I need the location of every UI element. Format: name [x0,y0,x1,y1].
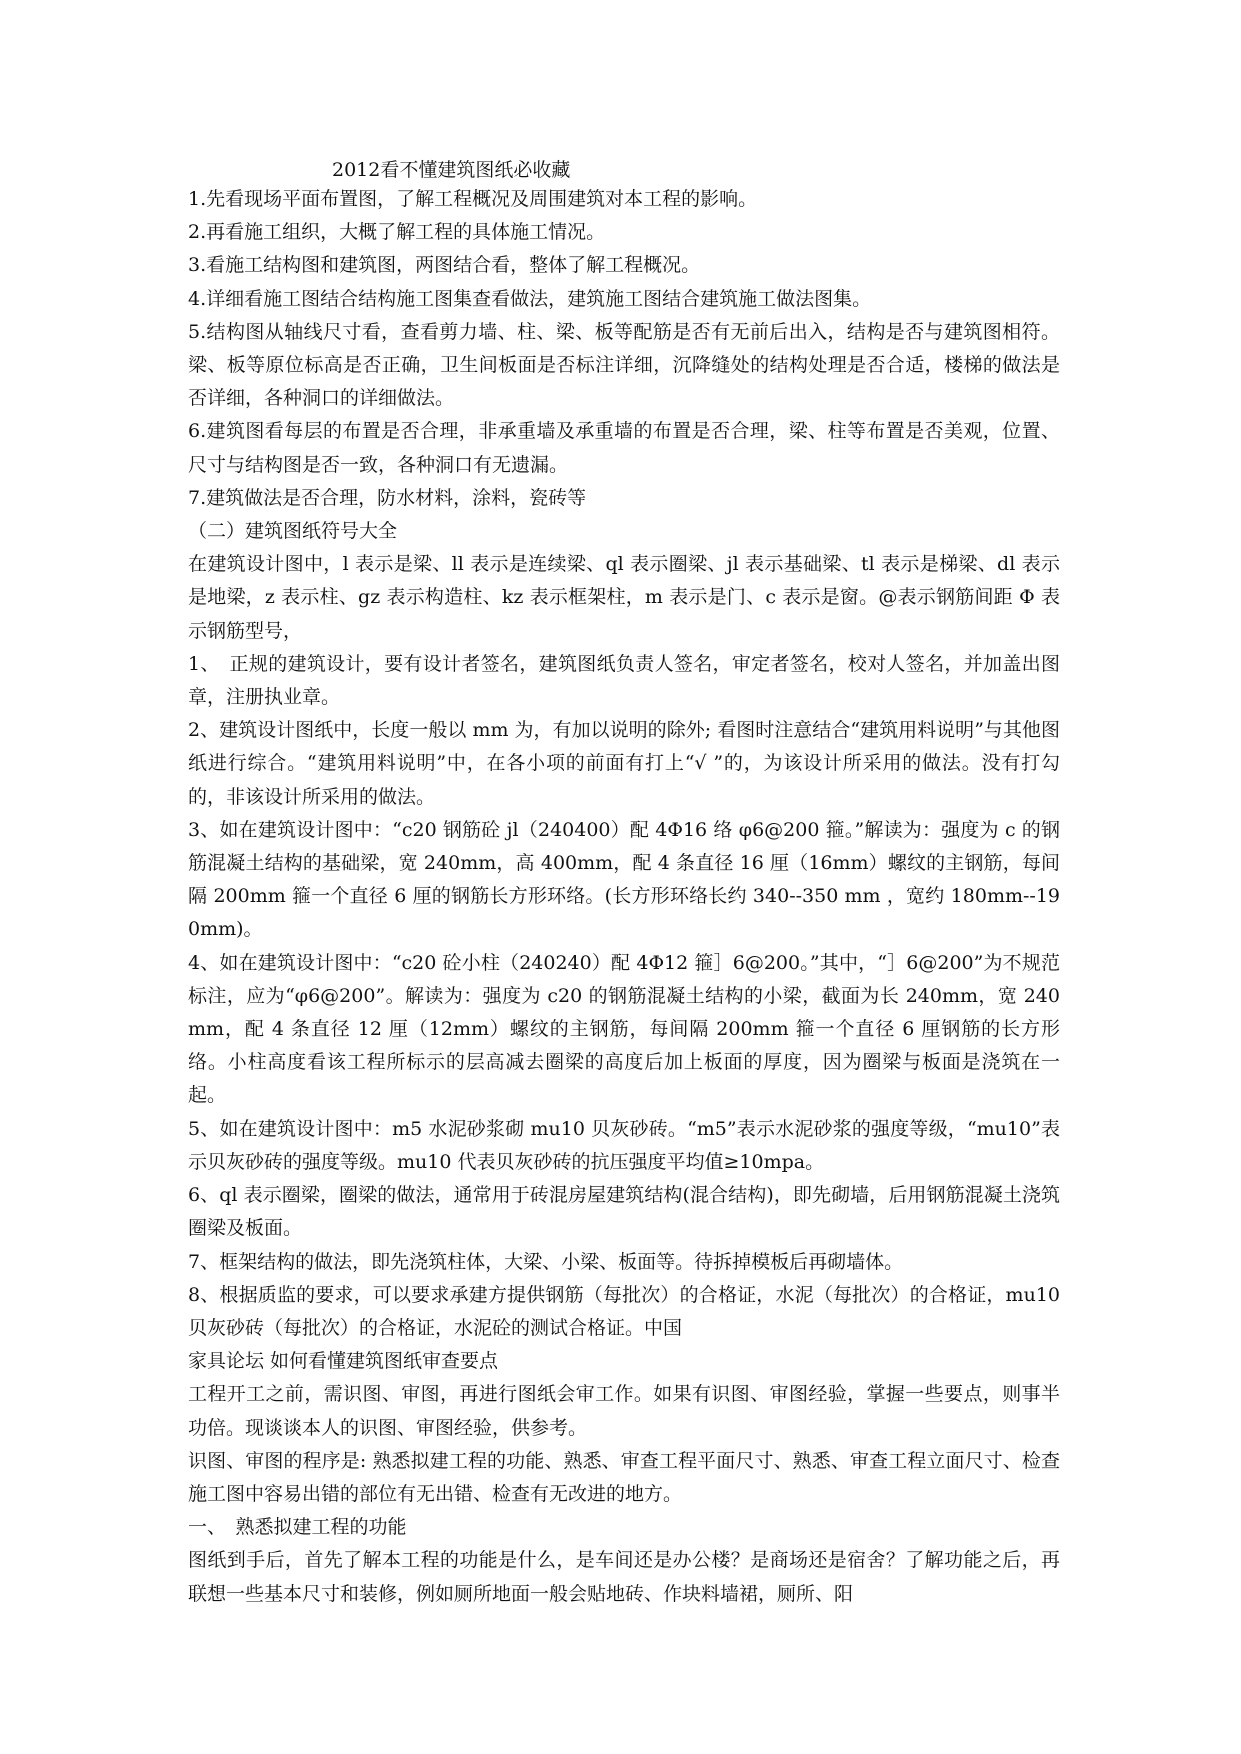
document-title: 2012看不懂建筑图纸必收藏 [332,159,571,181]
paragraph-review-intro: 工程开工之前，需识图、审图，再进行图纸会审工作。如果有识图、审图经验，掌握一些要点，则事半功倍。现谈谈本人的识图、审图经验，供参考。 [188,1383,1060,1439]
numbered-item-5: 5、如在建筑设计图中：m5 水泥砂浆砌 mu10 贝灰砂砖。“m5”表示水泥砂浆的强度等级，“mu10”表示贝灰砂砖的强度等级。mu10 代表贝灰砂砖的抗压强度平均值≥10mpa。 [188,1117,1060,1173]
section-heading-review: 家具论坛 如何看懂建筑图纸审查要点 [188,1350,499,1373]
paragraph-6: 6.建筑图看每层的布置是否合理，非承重墙及承重墙的布置是否合理，梁、柱等布置是否美观，位置、尺寸与结构图是否一致，各种洞口有无遗漏。 [188,420,1060,476]
paragraph-4: 4.详细看施工图结合结构施工图集查看做法，建筑施工图结合建筑施工做法图集。 [188,287,872,310]
numbered-item-8: 8、根据质监的要求，可以要求承建方提供钢筋（每批次）的合格证，水泥（每批次）的合格证，mu10 贝灰砂砖（每批次）的合格证，水泥砼的测试合格证。中国 [188,1283,1060,1339]
section-heading-symbols: （二）建筑图纸符号大全 [188,520,398,543]
document-body [188,183,1060,1611]
numbered-item-7: 7、框架结构的做法，即先浇筑柱体，大梁、小梁、板面等。待拆掉模板后再砌墙体。 [188,1250,904,1273]
paragraph-function: 图纸到手后，首先了解本工程的功能是什么，是车间还是办公楼？是商场还是宿舍？了解功能之后，再联想一些基本尺寸和装修，例如厕所地面一般会贴地砖、作块料墙裙，厕所、阳 [188,1549,1060,1605]
numbered-item-2: 2、建筑设计图纸中，长度一般以 mm 为，有加以说明的除外; 看图时注意结合“建筑用料说明”与其他图纸进行综合。“建筑用料说明”中，在各小项的前面有打上“√ ”的，为该设计所采用的做法。没有打勾的，非该设计所采用的做法。 [188,719,1060,808]
numbered-item-4: 4、如在建筑设计图中：“c20 砼小柱（240240）配 4Φ12 箍］6@200。”其中，“］6@200”为不规范标注，应为“φ6@200”。解读为：强度为 c20 的钢筋混凝土结构的小梁，截面为长 240mm，宽 240mm，配 4 条直径 12 厘（12mm）螺纹的主钢筋，每间隔 200mm 箍一个直径 6 厘钢筋的长方形络。小柱高度看该工程所标示的层高减去圈梁的高度后加上板面的厚度，因为圈梁与板面是浇筑在一起。 [188,951,1060,1107]
numbered-item-3: 3、如在建筑设计图中：“c20 钢筋砼 jl（240400）配 4Φ16 络 φ6@200 箍。”解读为：强度为 c 的钢筋混凝土结构的基础梁，宽 240mm，高 400mm，配 4 条直径 16 厘（16mm）螺纹的主钢筋，每间隔 200mm 箍一个直径 6 厘的钢筋长方形环络。(长方形环络长约 340--350 mm ，宽约 180mm--190mm)。 [188,818,1060,941]
paragraph-3: 3.看施工结构图和建筑图，两图结合看，整体了解工程概况。 [188,254,701,277]
numbered-item-1: 1、 正规的建筑设计，要有设计者签名，建筑图纸负责人签名，审定者签名，校对人签名，并加盖出图章，注册执业章。 [188,652,1060,709]
paragraph-1: 1.先看现场平面布置图，了解工程概况及周围建筑对本工程的影响。 [188,188,758,210]
paragraph-symbols-intro: 在建筑设计图中，l 表示是梁、ll 表示是连续梁、ql 表示圈梁、jl 表示基础梁、tl 表示是梯梁、dl 表示是地梁，z 表示柱、gz 表示构造柱、kz 表示框架柱，m 表示是门、c 表示是窗。@表示钢筋间距 Φ 表示钢筋型号， [188,553,1060,642]
numbered-item-6: 6、ql 表示圈梁，圈梁的做法，通常用于砖混房屋建筑结构(混合结构)，即先砌墙，后用钢筋混凝土浇筑圈梁及板面。 [188,1184,1060,1240]
paragraph-review-procedure: 识图、审图的程序是: 熟悉拟建工程的功能、熟悉、审查工程平面尺寸、熟悉、审查工程立面尺寸、检查施工图中容易出错的部位有无出错、检查有无改进的地方。 [188,1449,1060,1505]
section-heading-function: 一、 熟悉拟建工程的功能 [188,1516,407,1539]
paragraph-2: 2.再看施工组织，大概了解工程的具体施工情况。 [188,221,606,244]
paragraph-5: 5.结构图从轴线尺寸看，查看剪力墙、柱、梁、板等配筋是否有无前后出入，结构是否与建筑图相符。梁、板等原位标高是否正确，卫生间板面是否标注详细，沉降缝处的结构处理是否合适，楼梯的做法是否详细，各种洞口的详细做法。 [188,320,1060,410]
paragraph-7: 7.建筑做法是否合理，防水材料，涂料，瓷砖等 [188,486,587,509]
